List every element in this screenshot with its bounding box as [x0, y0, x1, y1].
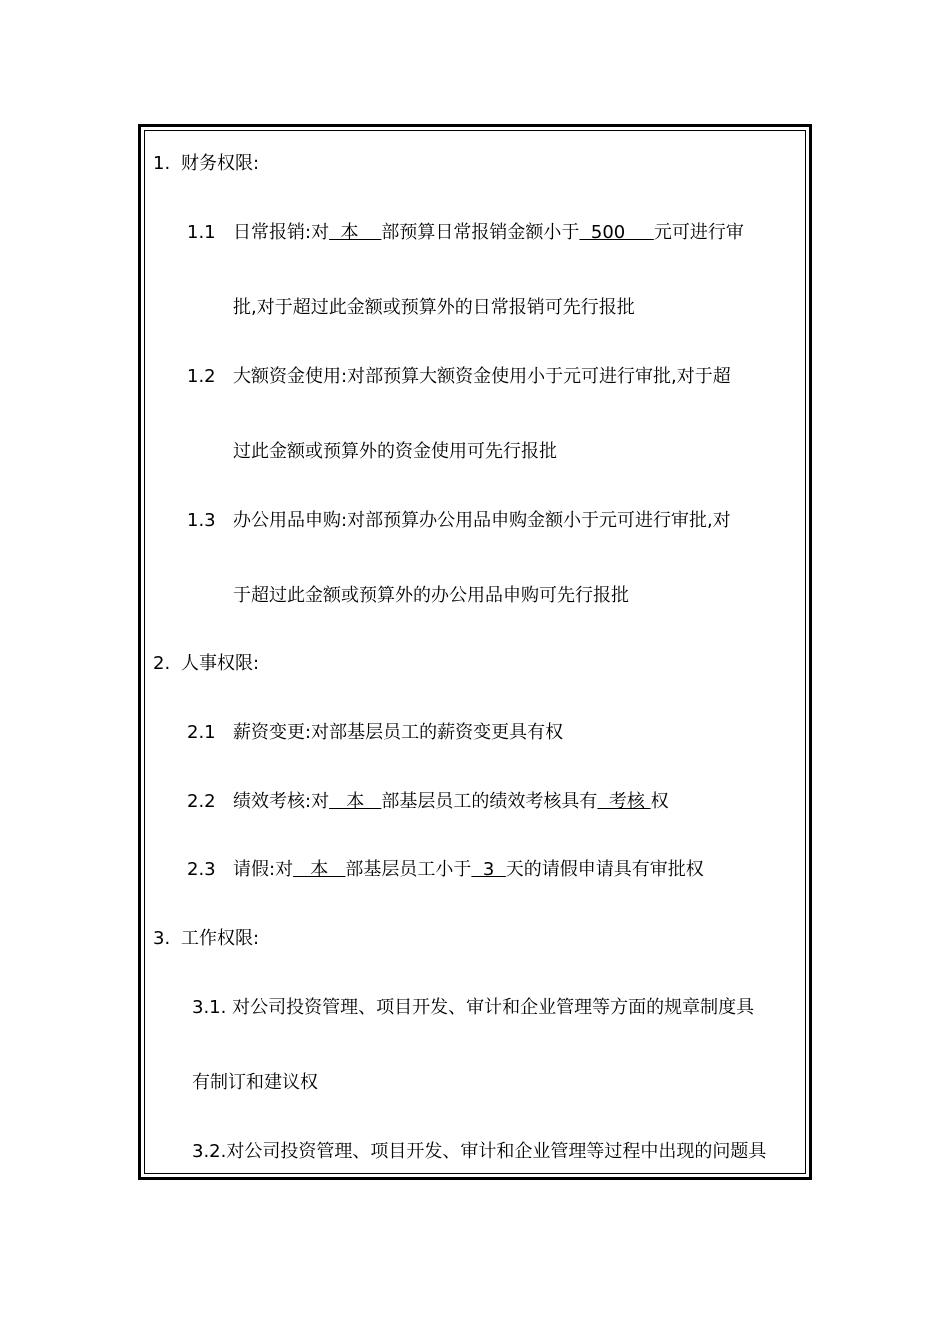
item-1-1-number: 1.1 — [187, 222, 216, 243]
section-1-title: 财务权限: — [181, 153, 260, 174]
item-2-1-text: 薪资变更:对部基层员工的薪资变更具有权 — [233, 722, 564, 743]
item-1-3-text: 办公用品申购:对部预算办公用品申购金额小于元可进行审批,对 — [233, 510, 731, 531]
item-2-2-text — [233, 791, 669, 813]
document-frame — [138, 124, 812, 1180]
item-1-1-blank-dept: 本 — [329, 222, 382, 243]
document-content — [144, 130, 806, 1174]
item-3-1: 3.1. 对公司投资管理、项目开发、审计和企业管理等方面的规章制度具 — [192, 997, 755, 1018]
item-2-3-text-b: 部基层员工小于 — [345, 859, 472, 880]
item-2-1-number: 2.1 — [187, 722, 216, 743]
section-1-number: 1. — [153, 153, 171, 174]
item-1-1-blank-amount: 500 — [579, 222, 654, 243]
item-2-2-text-b: 部基层员工的绩效考核具有 — [381, 791, 598, 812]
item-2-3-blank-dept: 本 — [293, 859, 346, 880]
item-1-1-continuation: 批,对于超过此金额或预算外的日常报销可先行报批 — [233, 297, 635, 318]
item-2-2-text-a: 绩效考核:对 — [233, 791, 330, 812]
item-1-1-text — [233, 222, 744, 244]
section-2-title: 人事权限: — [181, 653, 260, 674]
item-1-2-number: 1.2 — [187, 366, 216, 387]
item-2-3-text — [233, 859, 704, 881]
item-1-2-text: 大额资金使用:对部预算大额资金使用小于元可进行审批,对于超 — [233, 366, 731, 387]
item-1-1-text-c: 元可进行审 — [653, 222, 744, 243]
section-3-number: 3. — [153, 928, 171, 949]
item-3-2: 3.2.对公司投资管理、项目开发、审计和企业管理等过程中出现的问题具 — [192, 1141, 767, 1162]
item-2-3-number: 2.3 — [187, 859, 216, 880]
section-2-number: 2. — [153, 653, 171, 674]
item-1-3-number: 1.3 — [187, 510, 216, 531]
item-2-2-number: 2.2 — [187, 791, 216, 812]
item-1-2-continuation: 过此金额或预算外的资金使用可先行报批 — [233, 441, 557, 462]
item-1-1-text-a: 日常报销:对 — [233, 222, 330, 243]
item-2-3-text-a: 请假:对 — [233, 859, 294, 880]
section-3-title: 工作权限: — [181, 928, 260, 949]
item-1-3-continuation: 于超过此金额或预算外的办公用品申购可先行报批 — [233, 585, 629, 606]
item-2-2-blank-right: 考核 — [597, 791, 651, 812]
item-2-2-blank-dept: 本 — [329, 791, 382, 812]
item-3-1-continuation: 有制订和建议权 — [192, 1072, 318, 1093]
item-2-3-blank-days: 3 — [471, 859, 506, 880]
item-2-2-text-c: 权 — [650, 791, 669, 812]
item-2-3-text-c: 天的请假申请具有审批权 — [505, 859, 704, 880]
item-1-1-text-b: 部预算日常报销金额小于 — [381, 222, 580, 243]
